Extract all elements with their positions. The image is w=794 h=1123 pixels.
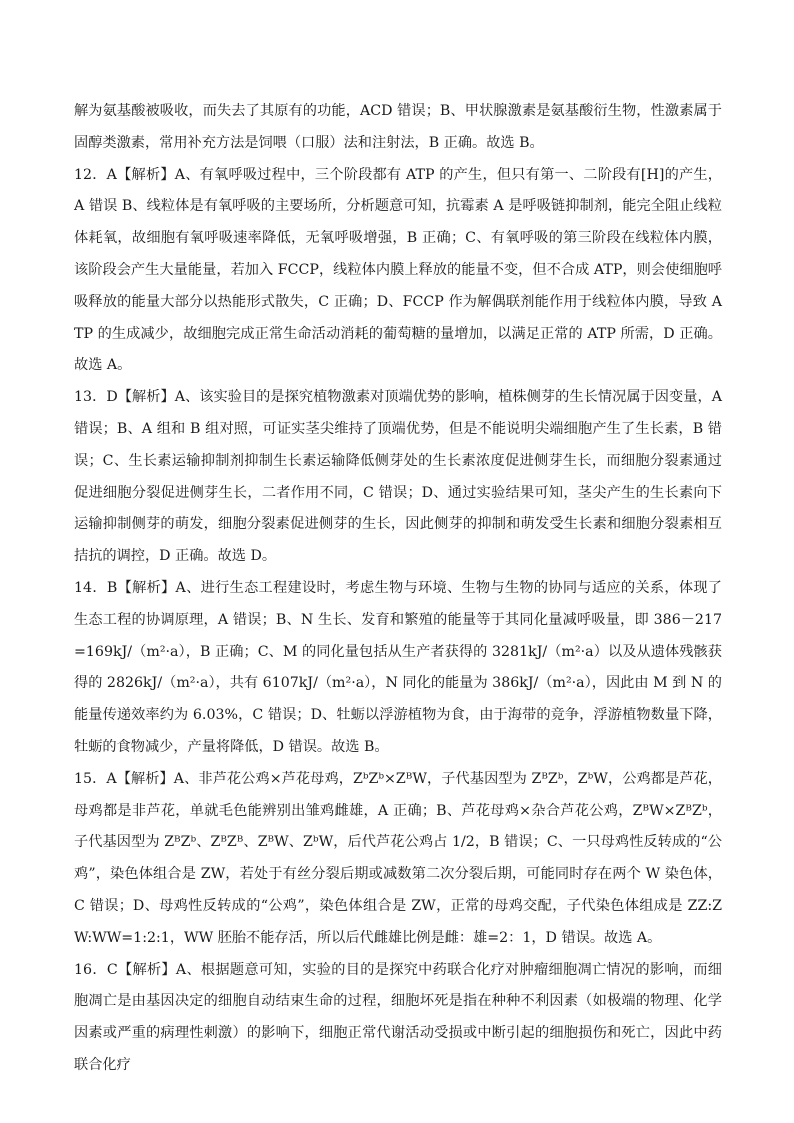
answer-14: 14．B【解析】A、进行生态工程建设时，考虑生物与环境、生物与生物的协同与适应的关系，体现了生态工程的协调原理，A 错误；B、N 生长、发育和繁殖的能量等于其同化量减呼吸量，即 386－217=169kJ/（m²·a），B 正确；C、M 的同化量包括从生产者获得的 3281kJ/（m²·a）以及从遗体残骸获得的 2826kJ/（m²·a），共有 6107kJ/（m²·a），N 同化的能量为 386kJ/（m²·a），因此由 M 到 N 的能量传递效率约为 6.03%，C 错误；D、牡蛎以浮游植物为食，由于海带的竞争，浮游植物数量下降，牡蛎的食物减少，产量将降低，D 错误。故选 B。	[74, 579, 722, 755]
answer-document	[74, 96, 722, 1082]
paragraph-continuation: 解为氨基酸被吸收，而失去了其原有的功能，ACD 错误；B、甲状腺激素是氨基酸衍生物，性激素属于固醇类激素，常用补充方法是饲喂（口服）法和注射法，B 正确。故选 B。	[74, 103, 722, 151]
answer-15: 15．A【解析】A、非芦花公鸡×芦花母鸡，ZᵇZᵇ×ZᴮW，子代基因型为 ZᴮZᵇ，ZᵇW，公鸡都是芦花，母鸡都是非芦花，单就毛色能辨别出雏鸡雌雄，A 正确；B、芦花母鸡×杂合芦花公鸡，ZᴮW×ZᴮZᵇ，子代基因型为 ZᴮZᵇ、ZᴮZᴮ、ZᴮW、ZᵇW，后代芦花公鸡占 1/2，B 错误；C、一只母鸡性反转成的“公鸡”，染色体组合是 ZW，若处于有丝分裂后期或减数第二次分裂后期，可能同时存在两个 W 染色体，C 错误；D、母鸡性反转成的“公鸡”，染色体组合是 ZW，正常的母鸡交配，子代染色体组成是 ZZ:ZW:WW=1:2:1，WW 胚胎不能存活，所以后代雌雄比例是雌：雄=2：1，D 错误。故选 A。	[74, 770, 722, 946]
answer-16: 16．C【解析】A、根据题意可知，实验的目的是探究中药联合化疗对肿瘤细胞凋亡情况的影响，而细胞凋亡是由基因决定的细胞自动结束生命的过程，细胞坏死是指在种种不利因素（如极端的物理、化学因素或严重的病理性刺激）的影响下，细胞正常代谢活动受损或中断引起的细胞损伤和死亡，因此中药联合化疗	[74, 961, 722, 1073]
answer-13: 13．D【解析】A、该实验目的是探究植物激素对顶端优势的影响，植株侧芽的生长情况属于因变量，A 错误；B、A 组和 B 组对照，可证实茎尖维持了顶端优势，但是不能说明尖端细胞产生了生长素，B 错误；C、生长素运输抑制剂抑制生长素运输降低侧芽处的生长素浓度促进侧芽生长，而细胞分裂素通过促进细胞分裂促进侧芽生长，二者作用不同，C 错误；D、通过实验结果可知，茎尖产生的生长素向下运输抑制侧芽的萌发，细胞分裂素促进侧芽的生长，因此侧芽的抑制和萌发受生长素和细胞分裂素相互拮抗的调控，D 正确。故选 D。	[74, 389, 722, 565]
answer-12: 12．A【解析】A、有氧呼吸过程中，三个阶段都有 ATP 的产生，但只有第一、二阶段有[H]的产生，A 错误 B、线粒体是有氧呼吸的主要场所，分析题意可知，抗霉素 A 是呼吸链抑制剂，能完全阻止线粒体耗氧，故细胞有氧呼吸速率降低，无氧呼吸增强，B 正确；C、有氧呼吸的第三阶段在线粒体内膜，该阶段会产生大量能量，若加入 FCCP，线粒体内膜上释放的能量不变，但不合成 ATP，则会使细胞呼吸释放的能量大部分以热能形式散失，C 正确；D、FCCP 作为解偶联剂能作用于线粒体内膜，导致 ATP 的生成减少，故细胞完成正常生命活动消耗的葡萄糖的量增加，以满足正常的 ATP 所需，D 正确。故选 A。	[74, 166, 722, 374]
